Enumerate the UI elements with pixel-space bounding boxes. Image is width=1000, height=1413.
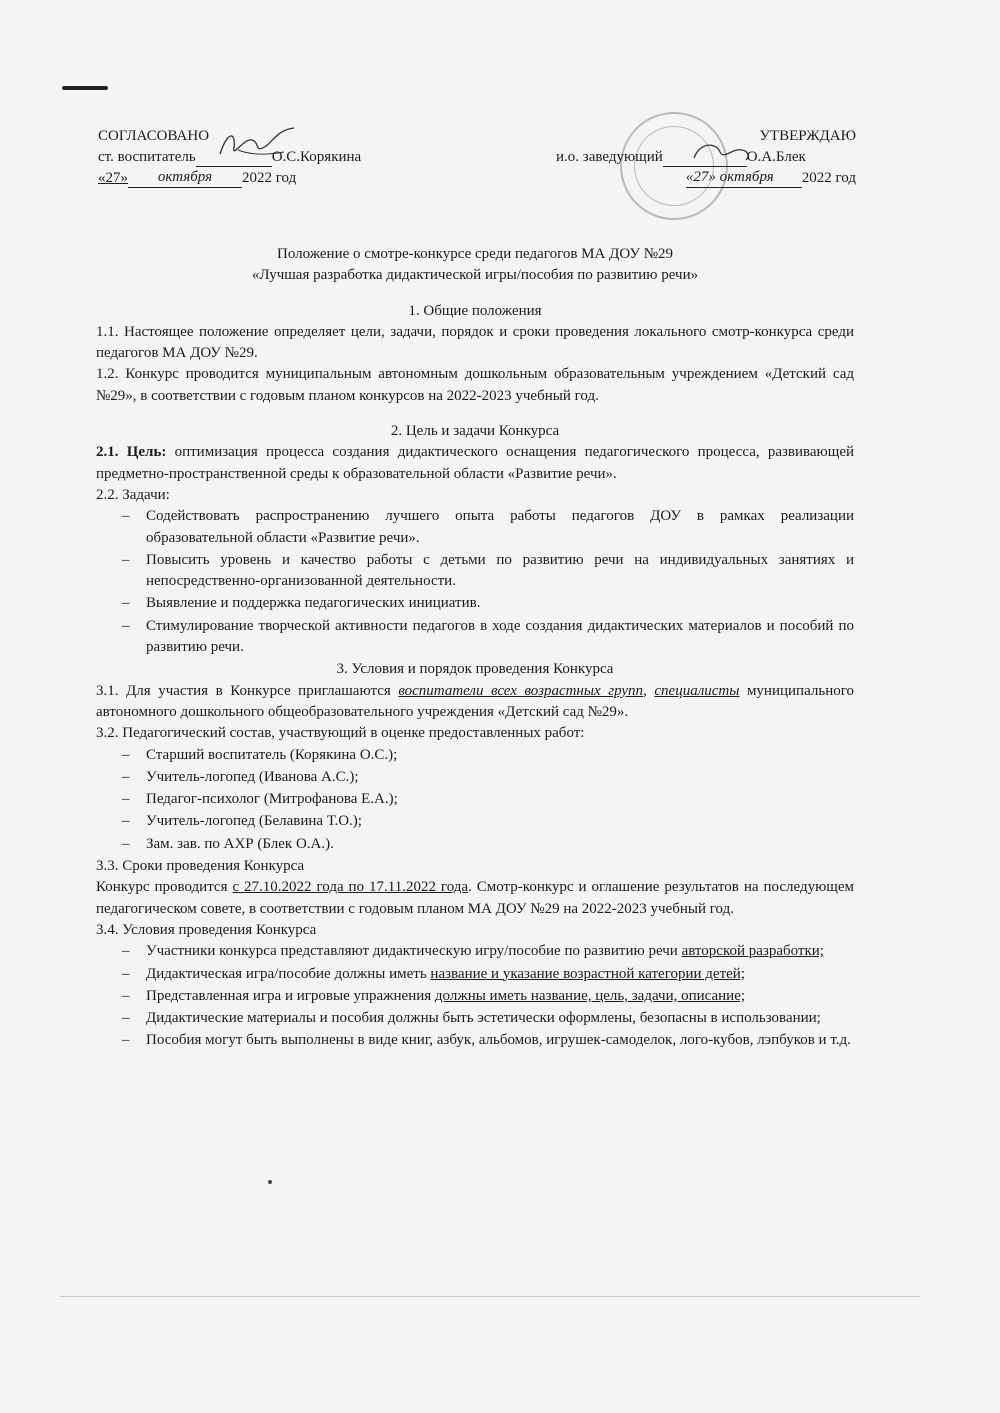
list-item: – Дидактическая игра/пособие должны иметь название и указание возрастной категории детей; bbox=[96, 964, 854, 985]
list-item: – Повысить уровень и качество работы с детьми по развитию речи на индивидуальных занятиях и непосредственно-организованной деятельности. bbox=[96, 550, 854, 593]
approval-signature-line-right: и.о. заведующий О.А.Блек bbox=[556, 146, 856, 167]
approval-label-left: СОГЛАСОВАНО bbox=[98, 128, 210, 144]
signer-name-right: О.А.Блек bbox=[746, 149, 806, 165]
paragraph-3-3-heading: 3.3. Сроки проведения Конкурса bbox=[96, 858, 305, 875]
paragraph-3-2: 3.2. Педагогический состав, участвующий в оценке предоставленных работ: bbox=[96, 725, 585, 742]
scan-mark bbox=[62, 86, 108, 90]
section-2-heading: 2. Цель и задачи Конкурса bbox=[390, 423, 560, 440]
list-item: – Зам. зав. по АХР (Блек О.А.). bbox=[96, 834, 854, 855]
paragraph-3-1: 3.1. Для участия в Конкурсе приглашаются воспитатели всех возрастных групп, специалисты муниципального автономного дошкольного общеобразовательного учреждения «Детский сад №29». bbox=[96, 682, 854, 720]
handwritten-signature-left bbox=[214, 124, 300, 164]
approval-label-right: УТВЕРЖДАЮ bbox=[759, 128, 856, 144]
paragraph-3-4-heading: 3.4. Условия проведения Конкурса bbox=[96, 921, 317, 938]
jury-list bbox=[96, 745, 854, 855]
list-item: – Педагог-психолог (Митрофанова Е.А.); bbox=[96, 789, 854, 810]
list-item: – Дидактические материалы и пособия должны быть эстетически оформлены, безопасны в использовании; bbox=[96, 1008, 854, 1029]
list-item: – Стимулирование творческой активности педагогов в ходе создания дидактических материалов и пособий по развитию речи. bbox=[96, 616, 854, 659]
list-item: – Выявление и поддержка педагогических инициатив. bbox=[96, 593, 854, 614]
section-1-heading: 1. Общие положения bbox=[408, 302, 542, 319]
approval-signature-line-left: ст. воспитатель О.С.Корякина bbox=[98, 146, 361, 167]
approval-date-right: «27» октября 2022 год bbox=[685, 169, 856, 186]
handwritten-signature-right bbox=[686, 138, 756, 168]
paragraph-2-2: 2.2. Задачи: bbox=[96, 486, 170, 503]
document-body bbox=[96, 244, 854, 1053]
paragraph-1-1: 1.1. Настоящее положение определяет цели, задачи, порядок и сроки проведения локального смотр-конкурса среди педагогов МА ДОУ №29. bbox=[96, 323, 854, 362]
list-item: – Представленная игра и игровые упражнения должны иметь название, цель, задачи, описание; bbox=[96, 986, 854, 1007]
scan-speck bbox=[268, 1180, 272, 1184]
paragraph-3-3: Конкурс проводится с 27.10.2022 года по 17.11.2022 года. Смотр-конкурс и оглашение результатов на последующем педагогическом совете, в соответствии с годовым планом МА ДОУ №29 на 2022-2023 учебный год. bbox=[96, 879, 854, 917]
list-item: – Содействовать распространению лучшего опыта работы педагогов ДОУ в рамках реализации образовательной области «Развитие речи». bbox=[96, 506, 854, 549]
paragraph-1-2: 1.2. Конкурс проводится муниципальным автономным дошкольным образовательным учреждением «Детский сад №29», в соответствии с годовым планом конкурсов на 2022-2023 учебный год. bbox=[96, 366, 854, 404]
tasks-list bbox=[96, 506, 854, 658]
conditions-list bbox=[96, 941, 854, 1051]
section-3-heading: 3. Условия и порядок проведения Конкурса bbox=[336, 661, 614, 678]
list-item: – Учитель-логопед (Белавина Т.О.); bbox=[96, 811, 854, 832]
signer-name-left: О.С.Корякина bbox=[271, 149, 362, 165]
page-edge-line bbox=[60, 1296, 920, 1297]
paragraph-2-1: 2.1. Цель: оптимизация процесса создания дидактического оснащения педагогического процесса, развивающей предметно-пространственной среды к образовательной области «Развитие речи». bbox=[96, 444, 855, 482]
document-title-line1: Положение о смотре-конкурсе среди педагогов МА ДОУ №29 bbox=[276, 246, 674, 262]
list-item: – Учитель-логопед (Иванова А.С.); bbox=[96, 767, 854, 788]
document-title-line2: «Лучшая разработка дидактической игры/пособия по развитию речи» bbox=[251, 267, 699, 284]
list-item: – Старший воспитатель (Корякина О.С.); bbox=[96, 745, 854, 766]
list-item: – Участники конкурса представляют дидактическую игру/пособие по развитию речи авторской разработки; bbox=[96, 941, 854, 962]
approval-date-left: «27» октября 2022 год bbox=[98, 169, 297, 186]
list-item: – Пособия могут быть выполнены в виде книг, азбук, альбомов, игрушек-самоделок, лого-кубов, лэпбуков и т.д. bbox=[96, 1030, 854, 1051]
